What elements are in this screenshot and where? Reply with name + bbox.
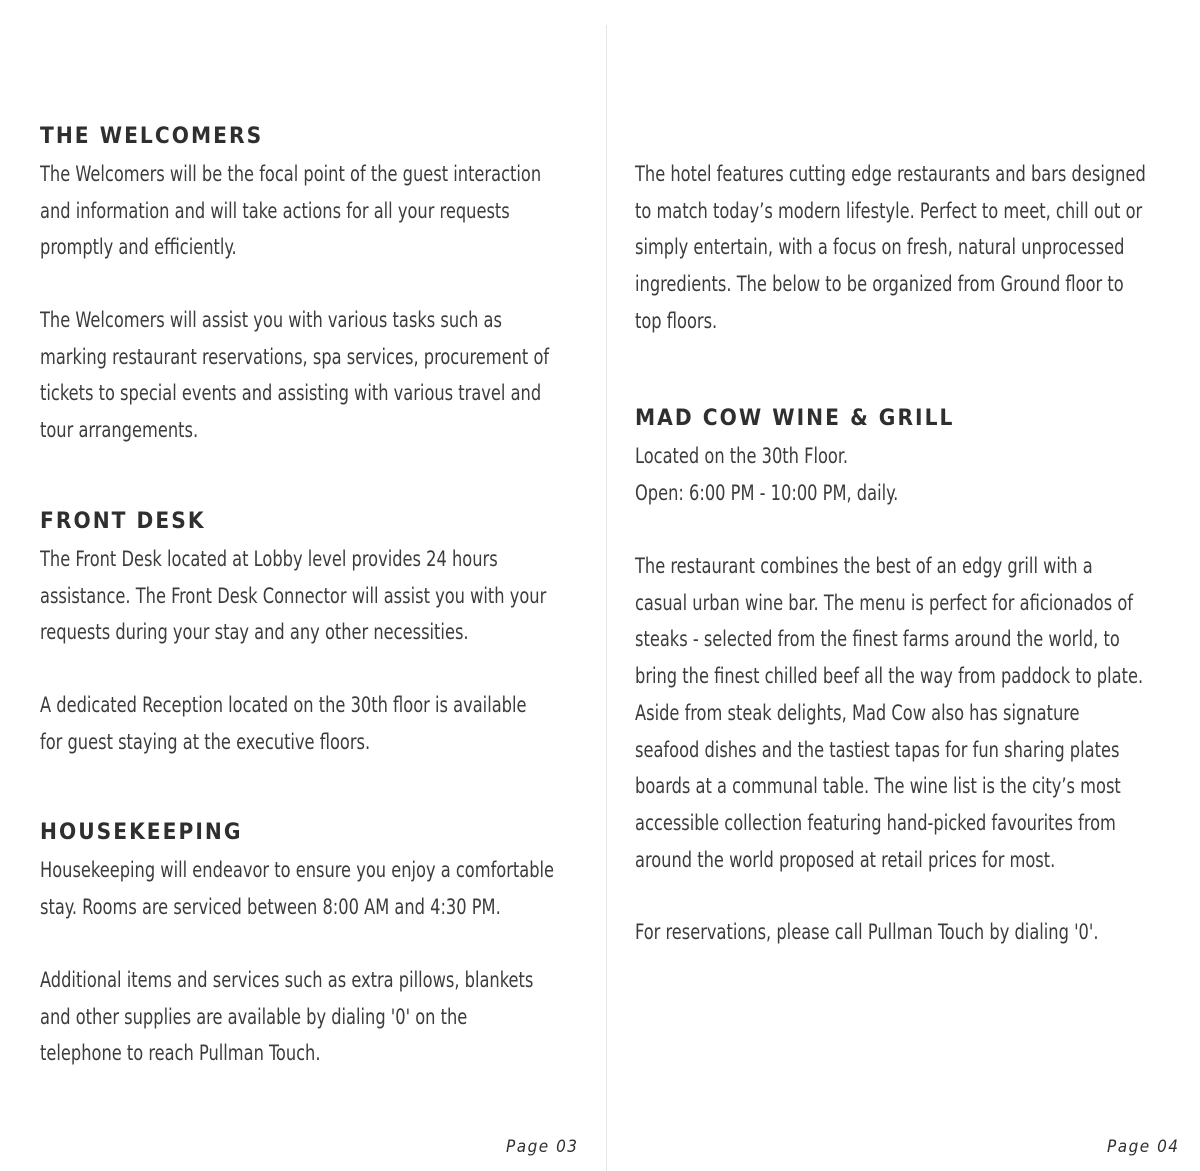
- housekeeping-heading: HOUSEKEEPING: [40, 820, 243, 845]
- text-line: Additional items and services such as extra pillows, blankets: [40, 968, 534, 992]
- text-line: and information and will take actions for all your requests: [40, 198, 510, 223]
- intro-paragraph: [635, 156, 1200, 340]
- reservations-paragraph: [635, 914, 1174, 951]
- welcomers-section: [40, 122, 283, 152]
- housekeeping-paragraph-1: [40, 852, 638, 925]
- housekeeping-paragraph-2: [40, 962, 614, 1072]
- welcomers-heading: THE WELCOMERS: [40, 124, 264, 149]
- text-line: The Welcomers will be the focal point of the guest interaction: [40, 162, 542, 186]
- page-number: Page 04: [1107, 1137, 1180, 1157]
- page-number: Page 03: [506, 1137, 579, 1157]
- text-line: stay. Rooms are serviced between 8:00 AM and 4:30 PM.: [40, 894, 501, 919]
- mad-cow-section: [635, 404, 982, 434]
- text-line: top floors.: [635, 308, 718, 333]
- text-line: bring the finest chilled beef all the way from paddock to plate.: [635, 664, 1144, 689]
- text-line: to match today’s modern lifestyle. Perfect to meet, chill out or: [635, 198, 1143, 223]
- text-line: tour arrangements.: [40, 418, 199, 443]
- front-desk-heading: FRONT DESK: [40, 509, 206, 534]
- text-line: steaks - selected from the finest farms around the world, to: [635, 627, 1120, 652]
- text-line: casual urban wine bar. The menu is perfect for aficionados of: [635, 590, 1133, 615]
- mad-cow-info: [635, 438, 941, 511]
- text-line: ingredients. The below to be organized from Ground floor to: [635, 272, 1124, 297]
- reservations-text: For reservations, please call Pullman Touch by dialing '0'.: [635, 920, 1099, 944]
- text-line: The restaurant combines the best of an edgy grill with a: [635, 554, 1093, 578]
- text-line: The Front Desk located at Lobby level provides 24 hours: [40, 547, 498, 571]
- text-line: requests during your stay and any other necessities.: [40, 620, 469, 645]
- hours-text: Open: 6:00 PM - 10:00 PM, daily.: [635, 480, 899, 505]
- welcomers-paragraph-1: [40, 156, 623, 266]
- text-line: telephone to reach Pullman Touch.: [40, 1041, 321, 1066]
- mad-cow-description: [635, 548, 1200, 878]
- text-line: simply entertain, with a focus on fresh, natural unprocessed: [635, 235, 1125, 260]
- location-text: Located on the 30th Floor.: [635, 444, 849, 468]
- text-line: Housekeeping will endeavor to ensure you enjoy a comfortable: [40, 858, 555, 882]
- text-line: The hotel features cutting edge restaurants and bars designed: [635, 162, 1146, 186]
- housekeeping-section: [40, 818, 260, 848]
- front-desk-section: [40, 507, 220, 537]
- front-desk-paragraph-1: [40, 541, 629, 651]
- page-04: [607, 0, 1200, 1171]
- text-line: Aside from steak delights, Mad Cow also has signature: [635, 700, 1080, 725]
- text-line: A dedicated Reception located on the 30th floor is available: [40, 693, 527, 717]
- text-line: tickets to special events and assisting with various travel and: [40, 381, 542, 406]
- text-line: and other supplies are available by dialing '0' on the: [40, 1004, 468, 1029]
- text-line: accessible collection featuring hand-picked favourites from: [635, 810, 1116, 835]
- front-desk-paragraph-2: [40, 687, 606, 760]
- text-line: The Welcomers will assist you with various tasks such as: [40, 308, 502, 332]
- welcomers-paragraph-2: [40, 302, 632, 449]
- text-line: marking restaurant reservations, spa services, procurement of: [40, 344, 550, 369]
- text-line: seafood dishes and the tastiest tapas for fun sharing plates: [635, 737, 1120, 762]
- text-line: assistance. The Front Desk Connector will assist you with your: [40, 583, 547, 608]
- text-line: for guest staying at the executive floors.: [40, 729, 371, 754]
- text-line: promptly and efficiently.: [40, 235, 237, 260]
- text-line: around the world proposed at retail prices for most.: [635, 847, 1056, 872]
- text-line: boards at a communal table. The wine list is the city’s most: [635, 774, 1121, 799]
- mad-cow-heading: MAD COW WINE & GRILL: [635, 406, 955, 431]
